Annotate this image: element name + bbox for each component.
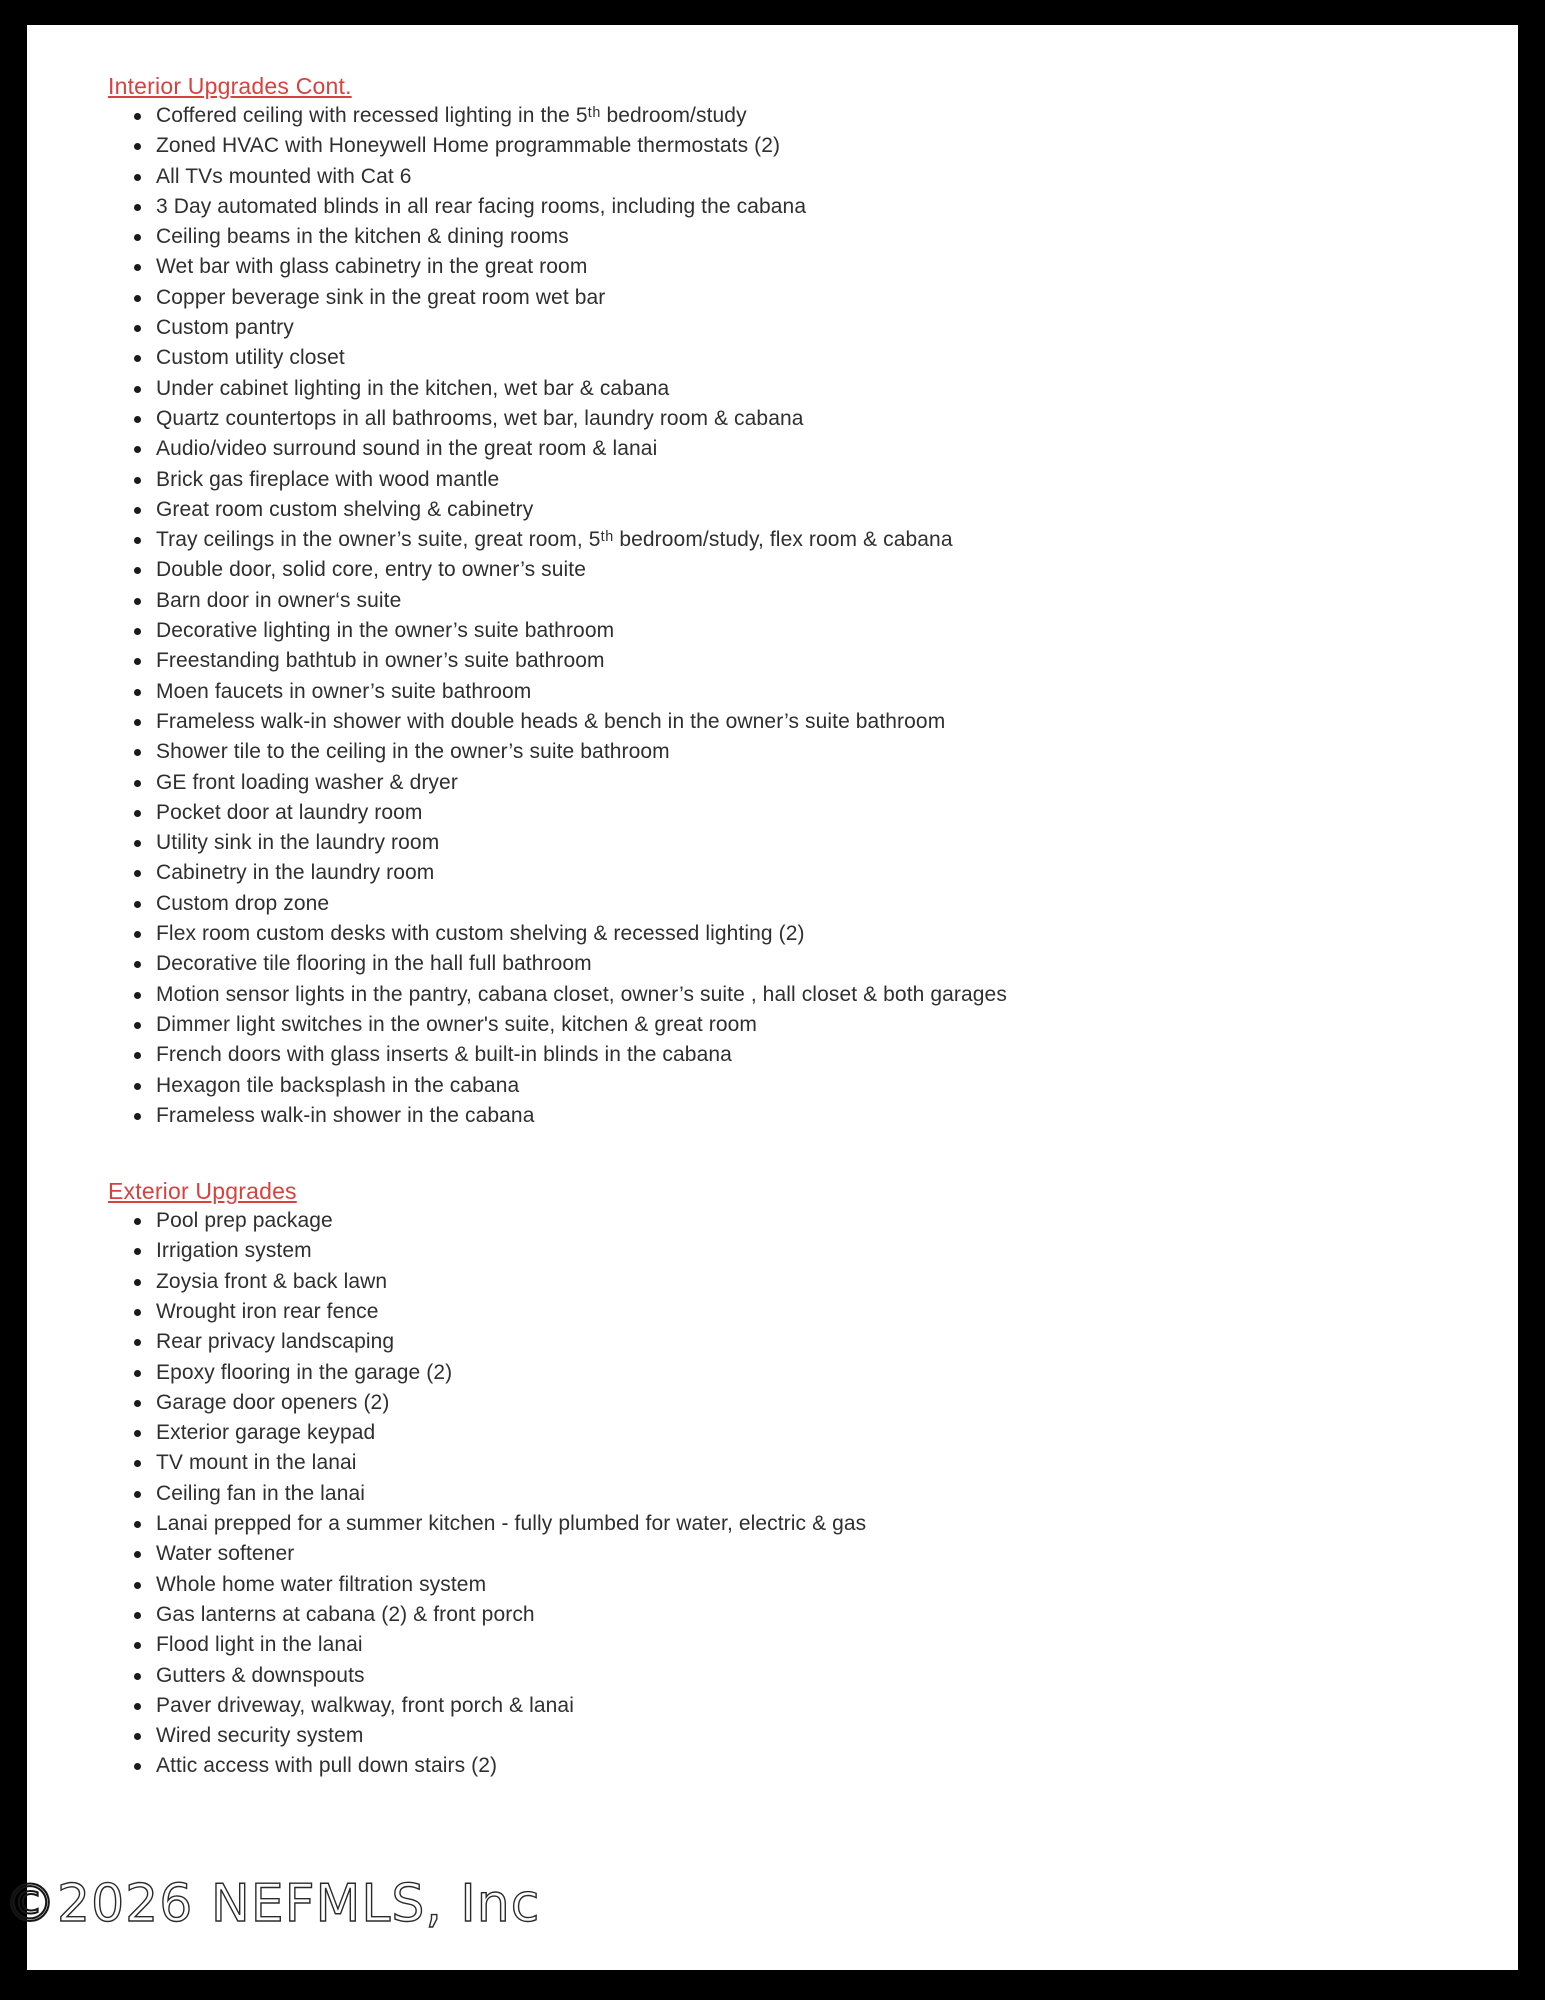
list-item: Motion sensor lights in the pantry, cabana closet, owner’s suite , hall closet & both garages xyxy=(108,980,1458,1010)
list-item: Custom drop zone xyxy=(108,889,1458,919)
list-item: Flex room custom desks with custom shelving & recessed lighting (2) xyxy=(108,919,1458,949)
list-item: Frameless walk-in shower with double heads & bench in the owner’s suite bathroom xyxy=(108,707,1458,737)
list-item: Brick gas fireplace with wood mantle xyxy=(108,465,1458,495)
list-item: Lanai prepped for a summer kitchen - fully plumbed for water, electric & gas xyxy=(108,1509,1458,1539)
exterior-upgrades-heading: Exterior Upgrades xyxy=(108,1178,297,1205)
list-item: Attic access with pull down stairs (2) xyxy=(108,1751,1458,1781)
list-item: Frameless walk-in shower in the cabana xyxy=(108,1101,1458,1131)
list-item: French doors with glass inserts & built-in blinds in the cabana xyxy=(108,1040,1458,1070)
list-item: Tray ceilings in the owner’s suite, great room, 5ᵗʰ bedroom/study, flex room & cabana xyxy=(108,525,1458,555)
watermark-text: 2026 NEFMLS, Inc xyxy=(57,1874,541,1934)
list-item: Garage door openers (2) xyxy=(108,1388,1458,1418)
list-item: Wet bar with glass cabinetry in the great room xyxy=(108,252,1458,282)
watermark xyxy=(4,1876,540,1932)
list-item: Great room custom shelving & cabinetry xyxy=(108,495,1458,525)
list-item: Freestanding bathtub in owner’s suite bathroom xyxy=(108,646,1458,676)
list-item: Gas lanterns at cabana (2) & front porch xyxy=(108,1600,1458,1630)
list-item: Water softener xyxy=(108,1539,1458,1569)
exterior-upgrades-list xyxy=(108,1206,1458,1782)
list-item: Flood light in the lanai xyxy=(108,1630,1458,1660)
list-item: Epoxy flooring in the garage (2) xyxy=(108,1358,1458,1388)
interior-upgrades-list xyxy=(108,101,1458,1131)
list-item: Zoysia front & back lawn xyxy=(108,1267,1458,1297)
section-exterior-upgrades xyxy=(108,1176,1458,1782)
list-item: Ceiling beams in the kitchen & dining rooms xyxy=(108,222,1458,252)
list-item: Utility sink in the laundry room xyxy=(108,828,1458,858)
list-item: Gutters & downspouts xyxy=(108,1661,1458,1691)
list-item: TV mount in the lanai xyxy=(108,1448,1458,1478)
list-item: Paver driveway, walkway, front porch & lanai xyxy=(108,1691,1458,1721)
list-item: Irrigation system xyxy=(108,1236,1458,1266)
list-item: Wired security system xyxy=(108,1721,1458,1751)
list-item: Rear privacy landscaping xyxy=(108,1327,1458,1357)
list-item: Decorative lighting in the owner’s suite bathroom xyxy=(108,616,1458,646)
list-item: 3 Day automated blinds in all rear facing rooms, including the cabana xyxy=(108,192,1458,222)
list-item: Pool prep package xyxy=(108,1206,1458,1236)
list-item: Dimmer light switches in the owner's suite, kitchen & great room xyxy=(108,1010,1458,1040)
list-item: Decorative tile flooring in the hall full bathroom xyxy=(108,949,1458,979)
interior-upgrades-heading: Interior Upgrades Cont. xyxy=(108,73,352,99)
list-item: Shower tile to the ceiling in the owner’s suite bathroom xyxy=(108,737,1458,767)
document-content xyxy=(27,25,1518,1782)
list-item: Moen faucets in owner’s suite bathroom xyxy=(108,677,1458,707)
list-item: Custom utility closet xyxy=(108,343,1458,373)
list-item: Zoned HVAC with Honeywell Home programmable thermostats (2) xyxy=(108,131,1458,161)
list-item: Wrought iron rear fence xyxy=(108,1297,1458,1327)
list-item: Under cabinet lighting in the kitchen, wet bar & cabana xyxy=(108,374,1458,404)
list-item: Hexagon tile backsplash in the cabana xyxy=(108,1071,1458,1101)
list-item: Pocket door at laundry room xyxy=(108,798,1458,828)
list-item: Ceiling fan in the lanai xyxy=(108,1479,1458,1509)
copyright-icon: © xyxy=(4,1874,57,1934)
list-item: Copper beverage sink in the great room wet bar xyxy=(108,283,1458,313)
document-page xyxy=(27,25,1518,1970)
list-item: GE front loading washer & dryer xyxy=(108,768,1458,798)
list-item: Quartz countertops in all bathrooms, wet bar, laundry room & cabana xyxy=(108,404,1458,434)
list-item: Coffered ceiling with recessed lighting in the 5ᵗʰ bedroom/study xyxy=(108,101,1458,131)
list-item: Custom pantry xyxy=(108,313,1458,343)
list-item: Barn door in owner‘s suite xyxy=(108,586,1458,616)
list-item: All TVs mounted with Cat 6 xyxy=(108,162,1458,192)
list-item: Exterior garage keypad xyxy=(108,1418,1458,1448)
list-item: Cabinetry in the laundry room xyxy=(108,858,1458,888)
list-item: Audio/video surround sound in the great room & lanai xyxy=(108,434,1458,464)
list-item: Double door, solid core, entry to owner’s suite xyxy=(108,555,1458,585)
section-interior-upgrades xyxy=(108,71,1458,1131)
list-item: Whole home water filtration system xyxy=(108,1570,1458,1600)
